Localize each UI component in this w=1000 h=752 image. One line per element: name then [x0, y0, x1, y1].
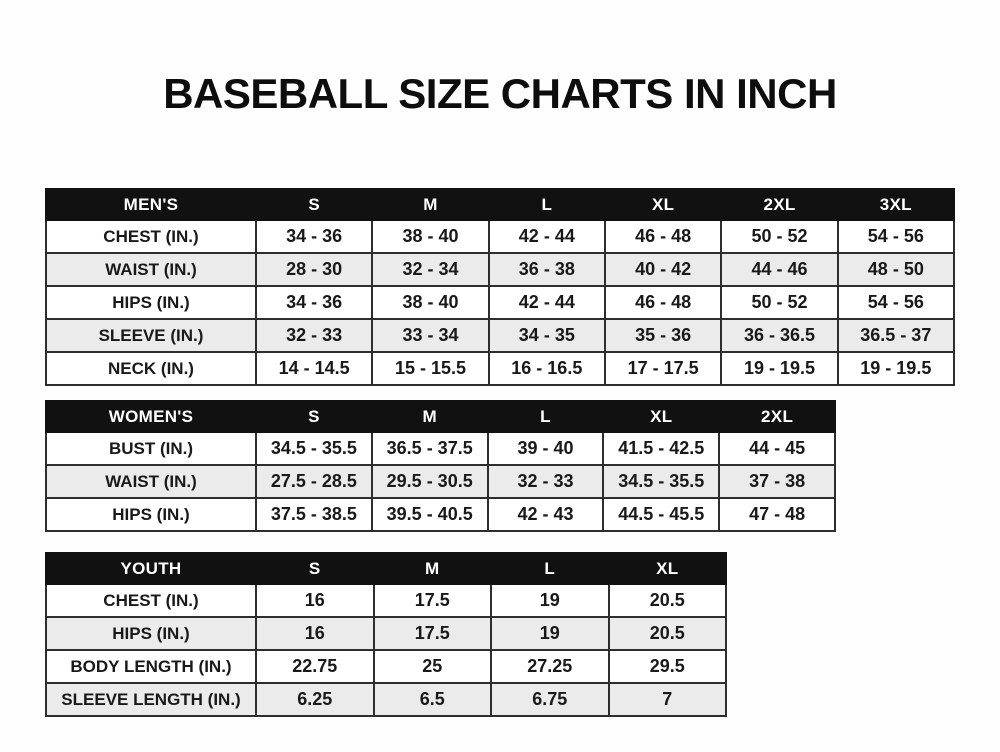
table-row [46, 584, 726, 617]
row-label: BUST (IN.) [46, 432, 256, 465]
size-value-cell: 46 - 48 [605, 286, 721, 319]
row-label: CHEST (IN.) [46, 584, 256, 617]
mens-size-table [45, 188, 955, 386]
column-header: L [491, 553, 609, 584]
size-value-cell: 39.5 - 40.5 [372, 498, 488, 531]
size-value-cell: 50 - 52 [721, 220, 837, 253]
table-row [46, 683, 726, 716]
column-header: XL [603, 401, 719, 432]
size-value-cell: 36 - 36.5 [721, 319, 837, 352]
page-title: BASEBALL SIZE CHARTS IN INCH [163, 70, 837, 117]
size-value-cell: 27.25 [491, 650, 609, 683]
size-value-cell: 32 - 33 [488, 465, 604, 498]
size-value-cell: 54 - 56 [838, 286, 954, 319]
size-value-cell: 36.5 - 37 [838, 319, 954, 352]
header-row [46, 401, 835, 432]
size-value-cell: 19 [491, 584, 609, 617]
header-row [46, 189, 954, 220]
size-value-cell: 19 [491, 617, 609, 650]
size-value-cell: 44.5 - 45.5 [603, 498, 719, 531]
row-label: WAIST (IN.) [46, 465, 256, 498]
size-value-cell: 41.5 - 42.5 [603, 432, 719, 465]
size-value-cell: 39 - 40 [488, 432, 604, 465]
size-value-cell: 36 - 38 [489, 253, 605, 286]
size-value-cell: 19 - 19.5 [838, 352, 954, 385]
table-row [46, 498, 835, 531]
column-header: M [372, 401, 488, 432]
size-value-cell: 46 - 48 [605, 220, 721, 253]
row-label: BODY LENGTH (IN.) [46, 650, 256, 683]
size-value-cell: 38 - 40 [372, 220, 488, 253]
table-row [46, 432, 835, 465]
column-header: L [489, 189, 605, 220]
size-value-cell: 34.5 - 35.5 [256, 432, 372, 465]
column-header: 2XL [719, 401, 835, 432]
size-value-cell: 29.5 [609, 650, 727, 683]
size-value-cell: 16 - 16.5 [489, 352, 605, 385]
table-row [46, 220, 954, 253]
size-value-cell: 32 - 34 [372, 253, 488, 286]
size-value-cell: 34.5 - 35.5 [603, 465, 719, 498]
size-value-cell: 35 - 36 [605, 319, 721, 352]
column-header: S [256, 553, 374, 584]
size-value-cell: 42 - 43 [488, 498, 604, 531]
column-header: 3XL [838, 189, 954, 220]
size-value-cell: 16 [256, 617, 374, 650]
size-value-cell: 20.5 [609, 617, 727, 650]
column-header: S [256, 401, 372, 432]
size-value-cell: 44 - 45 [719, 432, 835, 465]
size-value-cell: 48 - 50 [838, 253, 954, 286]
size-value-cell: 37 - 38 [719, 465, 835, 498]
size-value-cell: 6.25 [256, 683, 374, 716]
size-value-cell: 19 - 19.5 [721, 352, 837, 385]
size-value-cell: 50 - 52 [721, 286, 837, 319]
table-row [46, 253, 954, 286]
column-header: S [256, 189, 372, 220]
table-row [46, 617, 726, 650]
size-value-cell: 22.75 [256, 650, 374, 683]
table-row [46, 352, 954, 385]
column-header: 2XL [721, 189, 837, 220]
size-value-cell: 37.5 - 38.5 [256, 498, 372, 531]
size-value-cell: 44 - 46 [721, 253, 837, 286]
row-label: SLEEVE (IN.) [46, 319, 256, 352]
row-label: NECK (IN.) [46, 352, 256, 385]
size-value-cell: 47 - 48 [719, 498, 835, 531]
size-value-cell: 17.5 [374, 584, 492, 617]
table-title-cell: MEN'S [46, 189, 256, 220]
youth-size-table [45, 552, 727, 717]
table-title-cell: YOUTH [46, 553, 256, 584]
row-label: CHEST (IN.) [46, 220, 256, 253]
size-value-cell: 33 - 34 [372, 319, 488, 352]
row-label: HIPS (IN.) [46, 286, 256, 319]
size-value-cell: 27.5 - 28.5 [256, 465, 372, 498]
size-value-cell: 15 - 15.5 [372, 352, 488, 385]
size-value-cell: 25 [374, 650, 492, 683]
column-header: XL [609, 553, 727, 584]
table-row [46, 286, 954, 319]
size-value-cell: 28 - 30 [256, 253, 372, 286]
table-row [46, 319, 954, 352]
size-value-cell: 16 [256, 584, 374, 617]
column-header: XL [605, 189, 721, 220]
size-value-cell: 34 - 36 [256, 220, 372, 253]
size-value-cell: 34 - 35 [489, 319, 605, 352]
size-value-cell: 29.5 - 30.5 [372, 465, 488, 498]
size-value-cell: 7 [609, 683, 727, 716]
size-value-cell: 36.5 - 37.5 [372, 432, 488, 465]
row-label: SLEEVE LENGTH (IN.) [46, 683, 256, 716]
size-value-cell: 32 - 33 [256, 319, 372, 352]
size-value-cell: 40 - 42 [605, 253, 721, 286]
size-value-cell: 34 - 36 [256, 286, 372, 319]
row-label: WAIST (IN.) [46, 253, 256, 286]
womens-size-table [45, 400, 836, 532]
size-value-cell: 17.5 [374, 617, 492, 650]
size-value-cell: 6.5 [374, 683, 492, 716]
row-label: HIPS (IN.) [46, 617, 256, 650]
size-value-cell: 6.75 [491, 683, 609, 716]
column-header: L [488, 401, 604, 432]
header-row [46, 553, 726, 584]
table-row [46, 465, 835, 498]
size-value-cell: 42 - 44 [489, 286, 605, 319]
size-value-cell: 54 - 56 [838, 220, 954, 253]
table-row [46, 650, 726, 683]
column-header: M [374, 553, 492, 584]
size-value-cell: 42 - 44 [489, 220, 605, 253]
size-value-cell: 17 - 17.5 [605, 352, 721, 385]
size-value-cell: 20.5 [609, 584, 727, 617]
table-title-cell: WOMEN'S [46, 401, 256, 432]
size-value-cell: 38 - 40 [372, 286, 488, 319]
column-header: M [372, 189, 488, 220]
size-value-cell: 14 - 14.5 [256, 352, 372, 385]
row-label: HIPS (IN.) [46, 498, 256, 531]
